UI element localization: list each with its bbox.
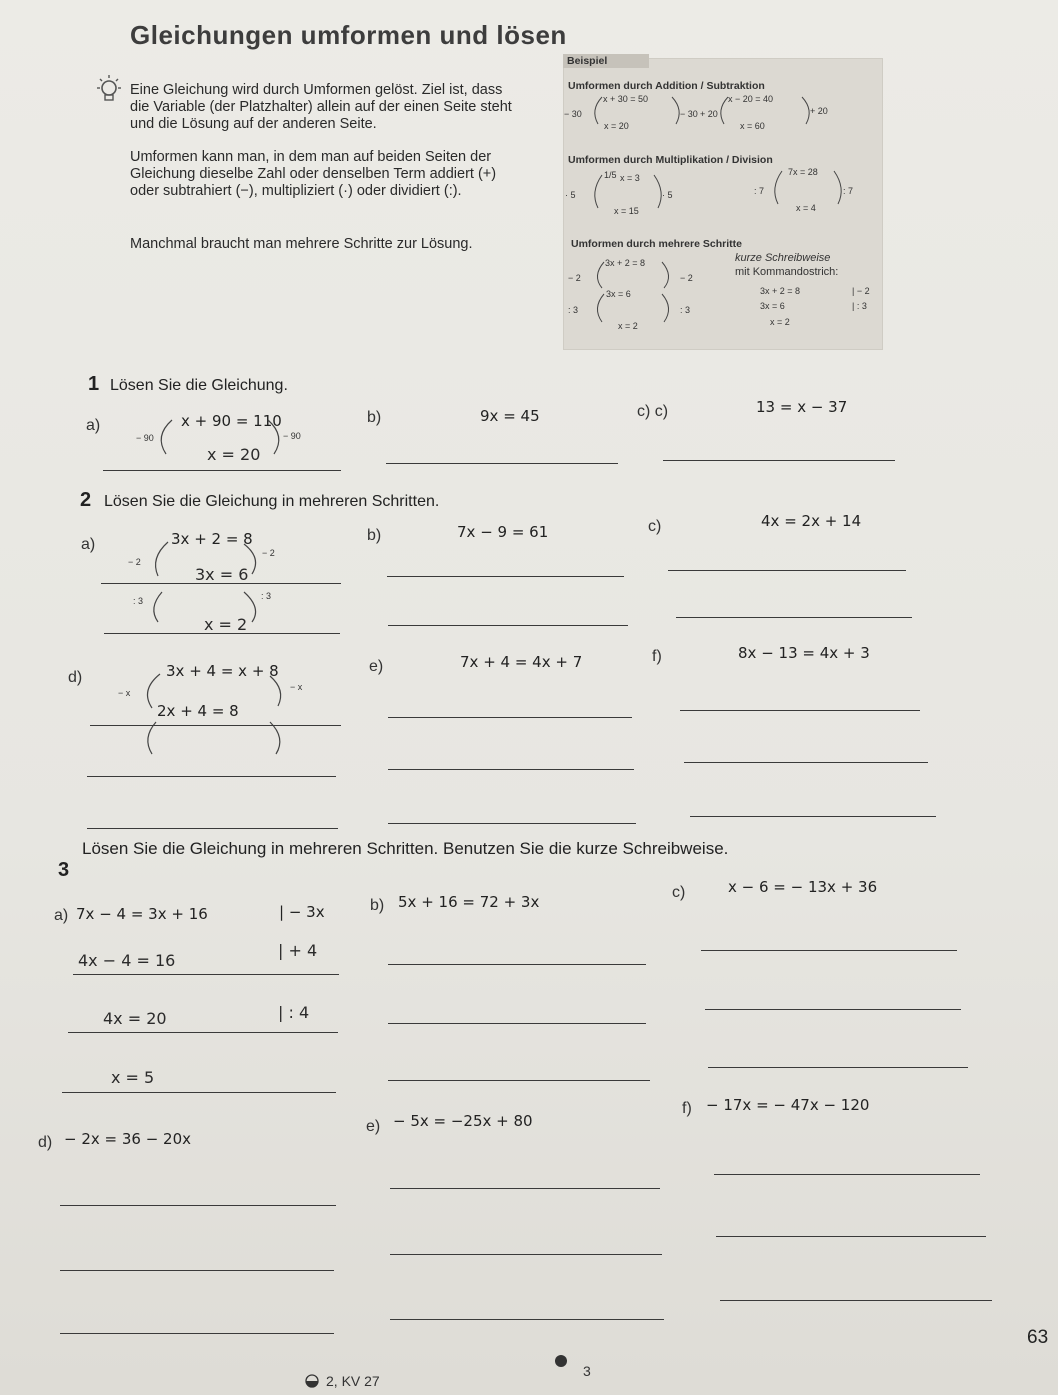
example5-op2-left: : 3 [568,305,579,315]
example3-fraction: 1/5 [604,170,617,180]
short-notation-heading-1: kurze Schreibweise [735,252,831,264]
example1-op-right: − 30 [680,109,698,119]
circle-filled-icon [554,1354,568,1368]
example5-line3: x = 2 [618,321,638,331]
task1c-label: c) c) [637,403,669,420]
task2a-arrows [140,530,270,630]
task2d-line-2[interactable] [87,776,336,777]
example3-op-left: · 5 [565,190,576,200]
task2c-label: c) [648,518,662,535]
task3e-line-2[interactable] [390,1254,662,1255]
example4-top: 7x = 28 [788,167,818,177]
task1a-arrows [150,414,290,464]
task2b-line-1[interactable] [387,576,624,577]
short-row-3-eq: x = 2 [770,317,790,327]
task3f-line-2[interactable] [716,1236,986,1237]
example1-arrows [588,92,688,132]
task3-number: 3 [58,859,70,881]
example4-bottom: x = 4 [796,203,816,213]
task2b-equation: 7x − 9 = 61 [457,523,549,541]
task3a-label: a) [54,907,69,924]
example5-line1: 3x + 2 = 8 [605,258,646,268]
task1-instruction: Lösen Sie die Gleichung. [110,377,288,394]
task2d-line1: 3x + 4 = x + 8 [166,662,279,680]
task3a-step1-eq: 4x − 4 = 16 [78,951,176,970]
example4-arrows [768,166,848,211]
task3b-line-1[interactable] [388,964,646,965]
task2d-line2: 2x + 4 = 8 [157,702,239,720]
task2a-op2-right: : 3 [261,591,272,601]
task1a-answer-line[interactable] [103,470,341,471]
task3f-label: f) [682,1100,692,1117]
intro-paragraph-2: Umformen kann man, in dem man auf beiden Seiten der Gleichung dieselbe Zahl oder denselben Term addiert (+) oder subtrahiert (−), multipliziert (·) oder dividiert (:). [130,149,497,199]
intro-paragraph-1: Eine Gleichung wird durch Umformen gelöst. Ziel ist, dass die Variable (der Platzhalter) allein auf der einen Seite steht und die Lösung auf der anderen Seite. [130,82,512,132]
circle-half-icon [305,1374,319,1388]
task2a-op1-left: − 2 [128,557,141,567]
task1a-op-left: − 90 [136,433,154,443]
task3b-equation: 5x + 16 = 72 + 3x [398,893,540,911]
task3e-label: e) [366,1118,381,1135]
task3c-line-2[interactable] [705,1009,961,1010]
task2f-label: f) [652,648,662,665]
example2-op-left: + 20 [700,109,718,119]
task1a-op-right: − 90 [283,431,301,441]
footer-reference: 2, KV 27 [326,1373,380,1389]
task3a-line-2[interactable] [68,1032,338,1033]
example-label: Beispiel [567,55,608,67]
task2c-equation: 4x = 2x + 14 [761,512,862,530]
example3-op-right: · 5 [662,190,673,200]
task2a-line-1[interactable] [101,583,341,584]
task2c-line-1[interactable] [668,570,906,571]
task2e-line-1[interactable] [388,717,632,718]
task3e-equation: − 5x = −25x + 80 [393,1112,533,1130]
task3f-line-3[interactable] [720,1300,992,1301]
example2-arrows [716,92,816,132]
task3a-step2-eq: 4x = 20 [103,1009,167,1028]
task1b-label: b) [367,409,382,426]
task1c-equation: 13 = x − 37 [756,398,848,416]
example4-op-left: : 7 [754,186,765,196]
short-row-1-cmd: | − 2 [852,286,870,296]
example-heading-multiplication: Umformen durch Multiplikation / Division [568,154,773,166]
short-notation-heading-2: mit Kommandostrich: [735,266,839,278]
task3a-line-3[interactable] [62,1092,336,1093]
task3d-label: d) [38,1134,53,1151]
task3b-line-3[interactable] [388,1080,650,1081]
example-heading-addition: Umformen durch Addition / Subtraktion [568,80,765,92]
task3b-line-2[interactable] [388,1023,646,1024]
example1-bottom: x = 20 [604,121,629,131]
task2d-arrows [130,664,290,764]
task2f-equation: 8x − 13 = 4x + 3 [738,644,870,662]
short-row-2-eq: 3x = 6 [760,301,785,311]
example1-op-left: − 30 [564,109,582,119]
task3c-equation: x − 6 = − 13x + 36 [728,878,878,896]
example1-top: x + 30 = 50 [603,94,649,104]
task1-number: 1 [88,373,100,395]
task3a-step3-eq: x = 5 [111,1068,155,1087]
task2e-equation: 7x + 4 = 4x + 7 [460,653,583,671]
task3a-command: | − 3x [279,903,325,921]
task2a-label: a) [81,536,96,553]
task2e-label: e) [369,658,384,675]
task1b-equation: 9x = 45 [480,407,540,425]
task1a-equation: x + 90 = 110 [181,412,282,430]
task3d-line-3[interactable] [60,1333,334,1334]
task2d-line-1[interactable] [90,725,341,726]
example5-op1-left: − 2 [568,273,581,283]
task2a-op2-left: : 3 [133,596,144,606]
task1c-answer-line[interactable] [663,460,895,461]
task2d-label: d) [68,669,83,686]
task2f-line-1[interactable] [680,710,920,711]
short-row-2-cmd: | : 3 [852,301,867,311]
intro-paragraph-3: Manchmal braucht man mehrere Schritte zur Lösung. [130,236,473,252]
task3a-step2-cmd: | : 4 [278,1003,310,1022]
task2-number: 2 [80,489,92,511]
task3e-line-3[interactable] [390,1319,664,1320]
example5-op2-right: : 3 [680,305,691,315]
task3d-equation: − 2x = 36 − 20x [64,1130,192,1148]
task2e-line-2[interactable] [388,769,634,770]
task3-instruction: Lösen Sie die Gleichung in mehreren Schritten. Benutzen Sie die kurze Schreibweise. [82,839,729,858]
task2c-line-2[interactable] [676,617,912,618]
task2a-op1-right: − 2 [262,548,275,558]
example2-top: x − 20 = 40 [728,94,774,104]
task3c-label: c) [672,884,686,901]
task1b-answer-line[interactable] [386,463,618,464]
example5-op1-right: − 2 [680,273,693,283]
example5-arrows [590,258,680,328]
example2-bottom: x = 60 [740,121,765,131]
short-row-1-eq: 3x + 2 = 8 [760,286,801,296]
example3-arrows [590,170,670,215]
task2d-op-right: − x [290,682,303,692]
task3c-line-3[interactable] [708,1067,968,1068]
task3f-equation: − 17x = − 47x − 120 [706,1096,870,1114]
task1a-answer: x = 20 [207,445,261,464]
task3d-line-1[interactable] [60,1205,336,1206]
task1a-label: a) [86,417,101,434]
task2b-line-2[interactable] [388,625,628,626]
page-number: 63 [1027,1327,1049,1348]
task2a-line-2[interactable] [104,633,340,634]
task2a-line1: 3x + 2 = 8 [171,530,253,548]
example2-op-right: + 20 [810,106,828,116]
task3e-line-1[interactable] [390,1188,660,1189]
task3c-line-1[interactable] [701,950,957,951]
task2a-line3: x = 2 [204,615,248,634]
task2-instruction: Lösen Sie die Gleichung in mehreren Schritten. [104,493,440,510]
task3d-line-2[interactable] [60,1270,334,1271]
task2f-line-3[interactable] [690,816,936,817]
example3-bottom: x = 15 [614,206,639,216]
task3f-line-1[interactable] [714,1174,980,1175]
example5-line2: 3x = 6 [606,289,631,299]
footer-level: 3 [583,1363,591,1379]
task2d-line-3[interactable] [87,828,338,829]
example-heading-multistep: Umformen durch mehrere Schritte [571,238,742,250]
task3a-line-1[interactable] [73,974,339,975]
task2f-line-2[interactable] [684,762,928,763]
lightbulb-icon [94,74,124,108]
task2a-line2: 3x = 6 [195,565,249,584]
example3-top: x = 3 [620,173,640,183]
example4-op-right: : 7 [843,186,854,196]
task3a-equation: 7x − 4 = 3x + 16 [76,905,208,923]
task2e-line-3[interactable] [388,823,636,824]
page-title: Gleichungen umformen und lösen [130,20,567,50]
task3b-label: b) [370,897,385,914]
task2d-op-left: − x [118,688,131,698]
task3a-step1-cmd: | + 4 [278,941,318,960]
task2b-label: b) [367,527,382,544]
